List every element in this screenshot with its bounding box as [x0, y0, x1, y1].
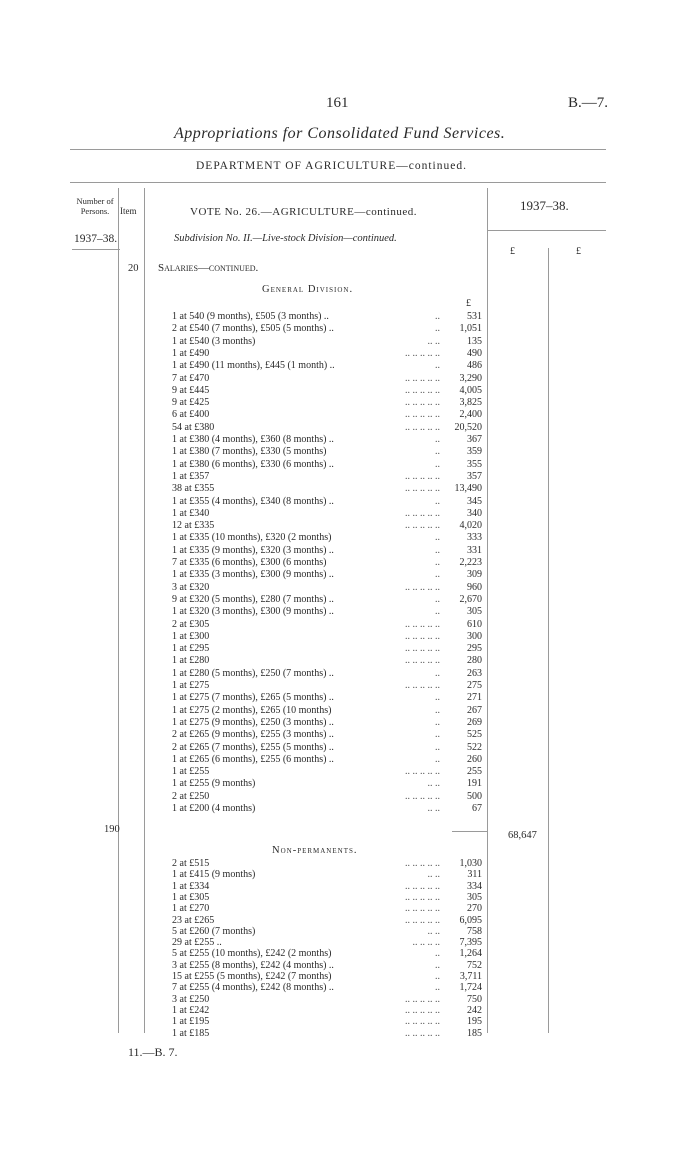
row-description: 1 at £295 — [172, 643, 210, 655]
general-division-row — [0, 397, 700, 409]
subdivision-heading: Subdivision No. II.—Live-stock Division—continued. — [174, 233, 397, 244]
row-description: 2 at £250 — [172, 790, 210, 802]
general-division-row — [0, 422, 700, 434]
general-division-row — [0, 532, 700, 544]
general-division-row — [0, 373, 700, 385]
row-description: 9 at £425 — [172, 397, 210, 409]
row-amount: 359 — [467, 446, 482, 458]
row-amount: 500 — [467, 790, 482, 802]
leader-dots: .. .. .. .. .. — [405, 643, 440, 655]
general-division-row — [0, 692, 700, 704]
general-division-row — [0, 631, 700, 643]
row-amount: 531 — [467, 311, 482, 322]
row-description: 1 at £490 (11 months), £445 (1 month) .. — [172, 360, 335, 372]
general-division-row — [0, 323, 700, 335]
row-description: 5 at £260 (7 months) — [172, 925, 256, 937]
leader-dots: .. — [435, 971, 440, 982]
header-top-rule — [70, 182, 606, 183]
row-description: 1 at £265 (6 months), £255 (6 months) .. — [172, 753, 334, 765]
non-permanent-row — [0, 903, 700, 915]
leader-dots: .. .. .. .. .. — [405, 421, 440, 433]
row-description: 9 at £445 — [172, 384, 210, 396]
row-description: 1 at £540 (3 months) — [172, 335, 256, 347]
leader-dots: .. .. — [427, 869, 440, 881]
row-description: 1 at £275 (9 months), £250 (3 months) .. — [172, 716, 334, 728]
row-amount: 610 — [467, 618, 482, 630]
document-reference: B.—7. — [567, 95, 608, 111]
row-amount: 490 — [467, 347, 482, 359]
leader-dots: .. .. — [427, 335, 440, 347]
row-amount: 191 — [467, 778, 482, 790]
row-amount: 960 — [467, 581, 482, 593]
row-description: 1 at £320 (3 months), £300 (9 months) .. — [172, 606, 334, 618]
leader-dots: .. — [435, 704, 440, 716]
general-division-row — [0, 729, 700, 741]
leader-dots: .. .. .. .. .. — [405, 397, 440, 409]
row-description: 1 at £255 (9 months) — [172, 778, 256, 790]
row-amount: 2,223 — [459, 557, 482, 568]
general-division-row — [0, 680, 700, 692]
row-amount: 3,711 — [459, 971, 482, 982]
row-amount: 1,264 — [459, 948, 482, 960]
row-amount: 6,095 — [459, 914, 482, 926]
non-permanent-row — [0, 869, 700, 881]
row-description: 1 at £340 — [172, 507, 210, 519]
page-number: 161 — [326, 95, 349, 111]
general-division-row — [0, 336, 700, 348]
leader-dots: .. — [435, 753, 440, 765]
general-division-row — [0, 705, 700, 717]
leader-dots: .. — [435, 311, 440, 322]
row-amount: 355 — [467, 458, 482, 470]
general-division-row — [0, 778, 700, 790]
leader-dots: .. — [435, 982, 440, 994]
row-amount: 750 — [467, 993, 482, 1005]
non-permanent-row — [0, 892, 700, 904]
general-division-row — [0, 594, 700, 606]
row-description: 2 at £515 — [172, 858, 210, 869]
row-amount: 4,020 — [459, 520, 482, 532]
row-amount: 13,490 — [454, 483, 482, 495]
row-amount: 752 — [467, 959, 482, 971]
leader-dots: .. — [435, 729, 440, 741]
general-division-row — [0, 385, 700, 397]
leader-dots: .. .. — [427, 925, 440, 937]
general-division-row — [0, 717, 700, 729]
number-of-persons-header: Number of Persons. — [76, 196, 114, 216]
row-amount: 269 — [467, 716, 482, 728]
row-description: 5 at £255 (10 months), £242 (2 months) — [172, 948, 332, 960]
non-permanent-row — [0, 1016, 700, 1028]
leader-dots: .. — [435, 360, 440, 372]
leader-dots: .. .. .. .. .. — [405, 903, 440, 915]
row-description: 1 at £380 (4 months), £360 (8 months) .. — [172, 434, 334, 445]
row-description: 2 at £540 (7 months), £505 (5 months) .. — [172, 323, 334, 335]
row-description: 1 at £280 (5 months), £250 (7 months) .. — [172, 667, 334, 679]
row-amount: 255 — [467, 766, 482, 778]
row-amount: 4,005 — [459, 384, 482, 396]
leader-dots: .. — [435, 606, 440, 618]
general-division-row — [0, 569, 700, 581]
row-description: 7 at £255 (4 months), £242 (8 months) .. — [172, 982, 334, 994]
row-amount: 357 — [467, 470, 482, 482]
leader-dots: .. .. .. .. .. — [405, 914, 440, 926]
row-amount: 1,724 — [459, 982, 482, 994]
row-amount: 185 — [467, 1027, 482, 1039]
general-division-row — [0, 508, 700, 520]
general-division-row — [0, 766, 700, 778]
leader-dots: .. .. .. .. .. — [405, 1004, 440, 1016]
row-description: 1 at £185 — [172, 1027, 210, 1039]
row-amount: 135 — [467, 335, 482, 347]
row-amount: 3,290 — [459, 372, 482, 384]
leader-dots: .. .. .. .. .. — [405, 993, 440, 1005]
general-division-row — [0, 459, 700, 471]
leader-dots: .. .. .. .. .. — [405, 790, 440, 802]
row-description: 38 at £355 — [172, 483, 215, 495]
non-permanent-row — [0, 937, 700, 949]
row-description: 1 at £280 — [172, 655, 210, 667]
general-division-row — [0, 742, 700, 754]
row-description: 2 at £305 — [172, 618, 210, 630]
row-description: 3 at £250 — [172, 993, 210, 1005]
left-year-label: 1937–38. — [74, 233, 118, 245]
row-amount: 334 — [467, 880, 482, 892]
row-amount: 2,670 — [459, 593, 482, 605]
row-description: 1 at 540 (9 months), £505 (3 months) .. — [172, 311, 329, 322]
leader-dots: .. .. .. .. .. — [405, 880, 440, 892]
persons-total: 190 — [104, 824, 120, 835]
row-amount: 305 — [467, 891, 482, 903]
leader-dots: .. .. — [427, 803, 440, 814]
leader-dots: .. — [435, 458, 440, 470]
row-description: 1 at £335 (10 months), £320 (2 months) — [172, 532, 332, 544]
row-amount: 758 — [467, 925, 482, 937]
row-description: 7 at £470 — [172, 372, 210, 384]
row-amount: 305 — [467, 606, 482, 618]
row-description: 3 at £320 — [172, 581, 210, 593]
row-description: 1 at £357 — [172, 470, 210, 482]
right-header-rule — [487, 230, 606, 231]
row-description: 1 at £195 — [172, 1016, 210, 1028]
title-rule — [70, 149, 606, 150]
general-division-heading: General Division. — [262, 284, 354, 295]
general-division-row — [0, 409, 700, 421]
pound-header-2: £ — [576, 246, 581, 257]
row-amount: 309 — [467, 569, 482, 581]
general-division-row — [0, 471, 700, 483]
general-division-row — [0, 545, 700, 557]
row-description: 1 at £275 — [172, 680, 210, 691]
row-amount: 195 — [467, 1016, 482, 1028]
leader-dots: .. — [435, 667, 440, 679]
row-amount: 260 — [467, 753, 482, 765]
general-division-row — [0, 446, 700, 458]
leader-dots: .. .. .. .. .. — [405, 891, 440, 903]
row-amount: 333 — [467, 532, 482, 544]
row-amount: 67 — [472, 803, 482, 814]
general-division-row — [0, 360, 700, 372]
row-amount: 522 — [467, 741, 482, 753]
row-amount: 1,051 — [459, 323, 482, 335]
row-description: 54 at £380 — [172, 421, 215, 433]
general-division-row — [0, 791, 700, 803]
department-heading: DEPARTMENT OF AGRICULTURE—continued. — [196, 160, 467, 172]
row-amount: 367 — [467, 434, 482, 445]
row-description: 6 at £400 — [172, 409, 210, 421]
subtotal-rule — [452, 831, 487, 832]
general-division-row — [0, 655, 700, 667]
row-description: 15 at £255 (5 months), £242 (7 months) — [172, 971, 332, 982]
footer-reference: 11.—B. 7. — [128, 1045, 178, 1059]
row-description: 1 at £200 (4 months) — [172, 803, 256, 814]
non-permanents-heading: Non-permanents. — [272, 845, 358, 856]
leader-dots: .. .. .. .. .. — [405, 347, 440, 359]
row-description: 1 at £275 (7 months), £265 (5 months) .. — [172, 692, 334, 704]
general-division-row — [0, 582, 700, 594]
leader-dots: .. — [435, 532, 440, 544]
leader-dots: .. .. .. .. .. — [405, 1027, 440, 1039]
leader-dots: .. .. .. .. .. — [405, 581, 440, 593]
general-division-row — [0, 434, 700, 446]
row-description: 1 at £335 (9 months), £320 (3 months) .. — [172, 544, 334, 556]
leader-dots: .. .. .. .. — [412, 937, 440, 949]
row-amount: 280 — [467, 655, 482, 667]
non-permanent-row — [0, 926, 700, 938]
row-description: 1 at £335 (3 months), £300 (9 months) .. — [172, 569, 334, 581]
general-division-row — [0, 348, 700, 360]
leader-dots: .. .. .. .. .. — [405, 409, 440, 421]
row-description: 2 at £265 (7 months), £255 (5 months) .. — [172, 741, 334, 753]
row-amount: 275 — [467, 680, 482, 691]
row-description: 1 at £255 — [172, 766, 210, 778]
non-permanent-row — [0, 948, 700, 960]
non-permanent-row — [0, 915, 700, 927]
general-division-row — [0, 619, 700, 631]
general-division-row — [0, 754, 700, 766]
general-division-row — [0, 520, 700, 532]
header-under-year-rule — [72, 249, 120, 250]
row-description: 1 at £415 (9 months) — [172, 869, 256, 881]
row-amount: 267 — [467, 704, 482, 716]
non-permanent-row — [0, 994, 700, 1006]
general-division-row — [0, 803, 700, 815]
non-permanent-row — [0, 971, 700, 983]
leader-dots: .. — [435, 544, 440, 556]
row-description: 7 at £335 (6 months), £300 (6 months) — [172, 557, 327, 568]
row-description: 9 at £320 (5 months), £280 (7 months) .. — [172, 593, 334, 605]
vote-heading: VOTE No. 26.—AGRICULTURE—continued. — [190, 206, 417, 218]
row-amount: 242 — [467, 1004, 482, 1016]
leader-dots: .. — [435, 434, 440, 445]
leader-dots: .. .. .. .. .. — [405, 618, 440, 630]
row-amount: 263 — [467, 667, 482, 679]
general-division-row — [0, 311, 700, 323]
general-division-row — [0, 606, 700, 618]
row-amount: 270 — [467, 903, 482, 915]
row-amount: 20,520 — [454, 421, 482, 433]
right-year-header: 1937–38. — [520, 198, 569, 213]
general-division-row — [0, 496, 700, 508]
row-description: 29 at £255 .. — [172, 937, 222, 949]
row-description: 1 at £334 — [172, 880, 210, 892]
leader-dots: .. — [435, 741, 440, 753]
leader-dots: .. .. .. .. .. — [405, 766, 440, 778]
leader-dots: .. — [435, 446, 440, 458]
general-division-row — [0, 557, 700, 569]
row-description: 1 at £300 — [172, 630, 210, 642]
row-amount: 486 — [467, 360, 482, 372]
page-title: Appropriations for Consolidated Fund Services. — [174, 125, 506, 142]
division-total: 68,647 — [508, 830, 537, 841]
row-description: 23 at £265 — [172, 914, 215, 926]
leader-dots: .. .. — [427, 778, 440, 790]
leader-dots: .. — [435, 692, 440, 704]
non-permanent-row — [0, 858, 700, 870]
row-amount: 3,825 — [459, 397, 482, 409]
salaries-heading: Salaries—continued. — [158, 262, 259, 274]
pound-sign-amounts: £ — [466, 298, 471, 309]
row-description: 1 at £380 (7 months), £330 (5 months) — [172, 446, 327, 458]
row-description: 12 at £335 — [172, 520, 215, 532]
row-amount: 1,030 — [459, 858, 482, 869]
leader-dots: .. .. .. .. .. — [405, 372, 440, 384]
leader-dots: .. — [435, 495, 440, 507]
row-amount: 271 — [467, 692, 482, 704]
leader-dots: .. — [435, 557, 440, 568]
row-description: 1 at £380 (6 months), £330 (6 months) .. — [172, 458, 334, 470]
leader-dots: .. — [435, 959, 440, 971]
row-description: 1 at £275 (2 months), £265 (10 months) — [172, 704, 332, 716]
non-permanent-row — [0, 960, 700, 972]
row-amount: 300 — [467, 630, 482, 642]
row-description: 1 at £305 — [172, 891, 210, 903]
leader-dots: .. .. .. .. .. — [405, 1016, 440, 1028]
non-permanent-row — [0, 881, 700, 893]
row-description: 2 at £265 (9 months), £255 (3 months) .. — [172, 729, 334, 741]
pound-header-1: £ — [510, 246, 515, 257]
leader-dots: .. .. .. .. .. — [405, 858, 440, 869]
row-amount: 2,400 — [459, 409, 482, 421]
leader-dots: .. .. .. .. .. — [405, 520, 440, 532]
leader-dots: .. — [435, 716, 440, 728]
row-amount: 7,395 — [459, 937, 482, 949]
non-permanent-row — [0, 1005, 700, 1017]
leader-dots: .. — [435, 948, 440, 960]
non-permanent-row — [0, 982, 700, 994]
row-amount: 311 — [467, 869, 482, 881]
leader-dots: .. .. .. .. .. — [405, 507, 440, 519]
leader-dots: .. — [435, 569, 440, 581]
leader-dots: .. — [435, 593, 440, 605]
item-number: 20 — [128, 263, 139, 274]
row-description: 1 at £270 — [172, 903, 210, 915]
row-amount: 525 — [467, 729, 482, 741]
row-amount: 295 — [467, 643, 482, 655]
row-amount: 331 — [467, 544, 482, 556]
general-division-row — [0, 668, 700, 680]
leader-dots: .. .. .. .. .. — [405, 483, 440, 495]
leader-dots: .. — [435, 323, 440, 335]
row-description: 1 at £242 — [172, 1004, 210, 1016]
leader-dots: .. .. .. .. .. — [405, 630, 440, 642]
non-permanent-row — [0, 1028, 700, 1040]
general-division-row — [0, 643, 700, 655]
row-description: 3 at £255 (8 months), £242 (4 months) .. — [172, 959, 334, 971]
item-header: Item — [120, 206, 137, 216]
row-description: 1 at £490 — [172, 347, 210, 359]
leader-dots: .. .. .. .. .. — [405, 680, 440, 691]
leader-dots: .. .. .. .. .. — [405, 655, 440, 667]
leader-dots: .. .. .. .. .. — [405, 384, 440, 396]
row-amount: 345 — [467, 495, 482, 507]
row-amount: 340 — [467, 507, 482, 519]
row-description: 1 at £355 (4 months), £340 (8 months) .. — [172, 495, 334, 507]
leader-dots: .. .. .. .. .. — [405, 470, 440, 482]
general-division-row — [0, 483, 700, 495]
